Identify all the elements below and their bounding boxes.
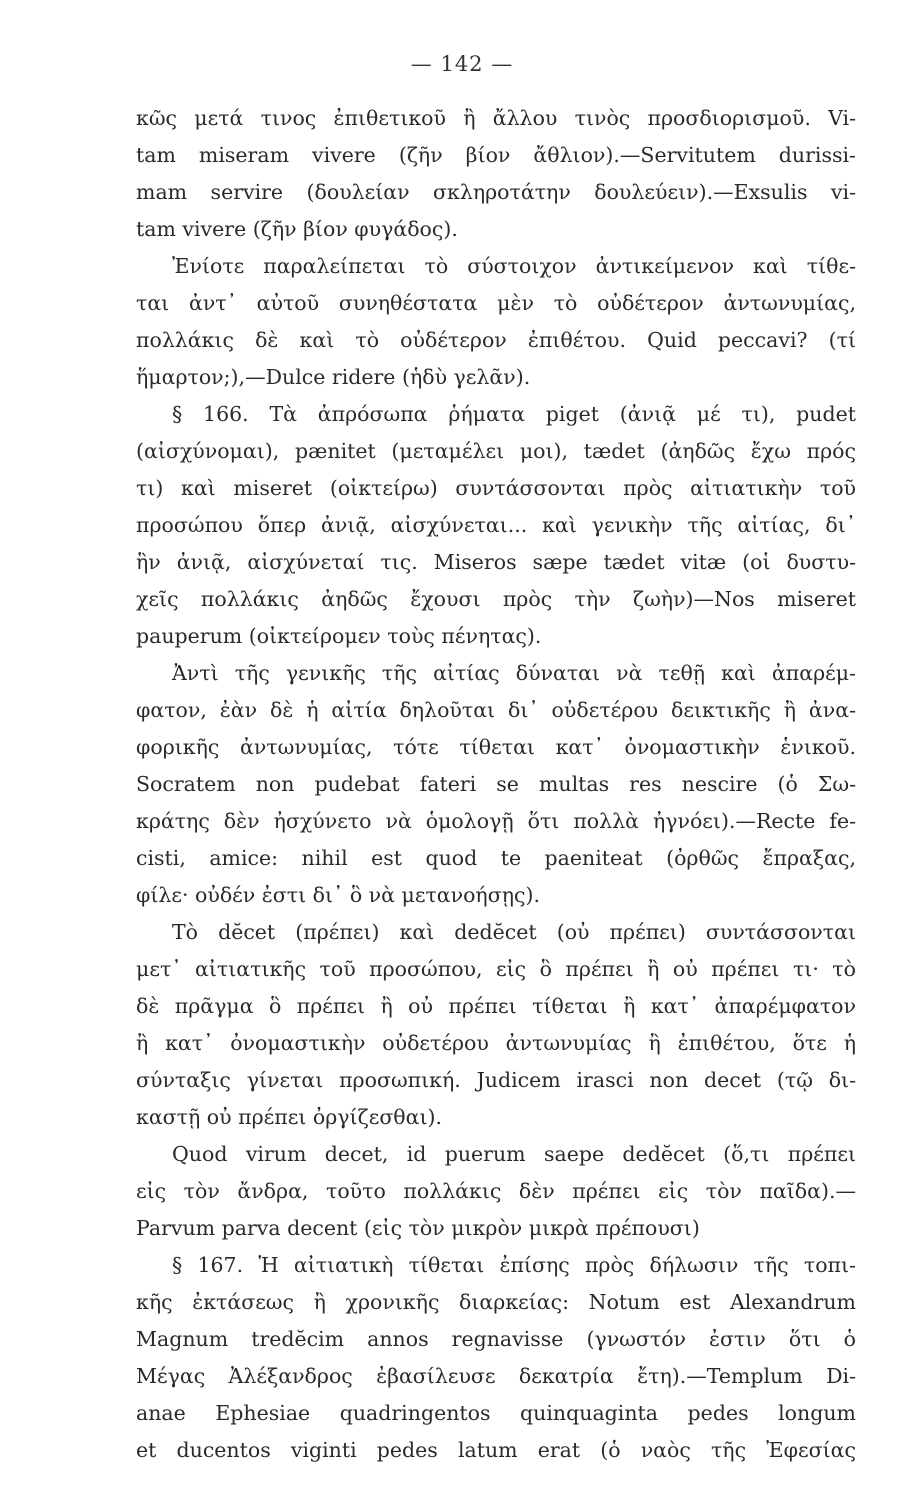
text-line: pauperum (οἰκτείρομεν τοὺς πένητας). — [136, 624, 542, 648]
text-line: καστῇ οὐ πρέπει ὀργίζεσθαι). — [136, 1105, 443, 1129]
text-line: κράτης δὲν ἠσχύνετο νὰ ὁμολογῇ ὅτι πολλὰ ἠγνόει).—Recte fe- — [136, 809, 856, 833]
text-line: προσώπου ὅπερ ἀνιᾷ, αἰσχύνεται... καὶ γενικὴν τῆς αἰτίας, δι᾽ — [136, 513, 856, 537]
text-line: Quod virum decet, id puerum saepe dedĕcet (ὅ,τι πρέπει — [172, 1142, 856, 1166]
text-line: ἥμαρτον;),—Dulce ridere (ἡδὺ γελᾶν). — [136, 365, 531, 389]
text-line: Ἐνίοτε παραλείπεται τὸ σύστοιχον ἀντικείμενον καὶ τίθε- — [172, 254, 856, 278]
text-line: ἢ κατ᾽ ὀνομαστικὴν οὐδετέρου ἀντωνυμίας ἢ ἐπιθέτου, ὅτε ἡ — [136, 1031, 856, 1055]
text-line: κῶς μετά τινος ἐπιθετικοῦ ἢ ἄλλου τινὸς προσδιορισμοῦ. Vi- — [136, 106, 856, 130]
text-line: tam vivere (ζῆν βίον φυγάδος). — [136, 217, 458, 241]
text-line: δὲ πρᾶγμα ὃ πρέπει ἢ οὐ πρέπει τίθεται ἢ κατ᾽ ἀπαρέμφατον — [136, 994, 856, 1018]
text-line: Τὸ dĕcet (πρέπει) καὶ dedĕcet (οὐ πρέπει) συντάσσονται — [172, 920, 856, 944]
text-line: mam servire (δουλείαν σκληροτάτην δουλεύειν).—Exsulis vi- — [136, 180, 856, 204]
text-line: ἣν ἀνιᾷ, αἰσχύνεταί τις. Miseros sæpe tædet vitæ (οἱ δυστυ- — [136, 550, 856, 574]
text-line: (αἰσχύνομαι), pænitet (μεταμέλει μοι), tædet (ἀηδῶς ἔχω πρός — [136, 439, 856, 463]
text-line: τι) καὶ miseret (οἰκτείρω) συντάσσονται πρὸς αἰτιατικὴν τοῦ — [136, 476, 856, 500]
text-line: et ducentos viginti pedes latum erat (ὁ ναὸς τῆς Ἐφεσίας — [136, 1438, 856, 1462]
text-line: χεῖς πολλάκις ἀηδῶς ἔχουσι πρὸς τὴν ζωὴν)—Nos miseret — [136, 587, 856, 611]
text-line: Parvum parva decent (εἰς τὸν μικρὸν μικρὰ πρέπουσι) — [136, 1216, 700, 1240]
text-line: σύνταξις γίνεται προσωπική. Judicem irasci non decet (τῷ δι- — [136, 1068, 856, 1092]
text-line: Ἀντὶ τῆς γενικῆς τῆς αἰτίας δύναται νὰ τεθῇ καὶ ἀπαρέμ- — [172, 661, 856, 685]
body-text — [136, 100, 856, 1469]
text-line: § 167. Ἡ αἰτιατικὴ τίθεται ἐπίσης πρὸς δήλωσιν τῆς τοπι- — [172, 1253, 856, 1277]
page-number: — 142 — — [410, 52, 514, 76]
text-line: cisti, amice: nihil est quod te paeniteat (ὀρθῶς ἔπραξας, — [136, 846, 856, 870]
text-line: anae Ephesiae quadringentos quinquaginta pedes longum — [136, 1401, 856, 1425]
text-line: tam miseram vivere (ζῆν βίον ἄθλιον).—Servitutem durissi- — [136, 143, 856, 167]
text-line: μετ᾽ αἰτιατικῆς τοῦ προσώπου, εἰς ὃ πρέπει ἢ οὐ πρέπει τι· τὸ — [136, 957, 856, 981]
text-line: § 166. Τὰ ἀπρόσωπα ῥήματα piget (ἀνιᾷ μέ τι), pudet — [172, 402, 856, 426]
text-line: φίλε· οὐδέν ἐστι δι᾽ ὃ νὰ μετανοήσῃς). — [136, 883, 540, 907]
text-line: εἰς τὸν ἄνδρα, τοῦτο πολλάκις δὲν πρέπει εἰς τὸν παῖδα).— — [136, 1179, 856, 1203]
text-line: φατον, ἐὰν δὲ ἡ αἰτία δηλοῦται δι᾽ οὐδετέρου δεικτικῆς ἢ ἀνα- — [136, 698, 856, 722]
text-line: φορικῆς ἀντωνυμίας, τότε τίθεται κατ᾽ ὀνομαστικὴν ἑνικοῦ. — [136, 735, 856, 759]
text-line: Magnum tredĕcim annos regnavisse (γνωστόν ἐστιν ὅτι ὁ — [136, 1327, 856, 1351]
text-line: πολλάκις δὲ καὶ τὸ οὐδέτερον ἐπιθέτου. Quid peccavi? (τί — [136, 328, 856, 352]
text-line: ται ἀντ᾽ αὐτοῦ συνηθέστατα μὲν τὸ οὐδέτερον ἀντωνυμίας, — [136, 291, 856, 315]
text-line: Socratem non pudebat fateri se multas res nescire (ὁ Σω- — [136, 772, 856, 796]
text-line: κῆς ἐκτάσεως ἢ χρονικῆς διαρκείας: Notum est Alexandrum — [136, 1290, 856, 1314]
text-line: Μέγας Ἀλέξανδρος ἐβασίλευσε δεκατρία ἔτη).—Templum Di- — [136, 1364, 856, 1388]
